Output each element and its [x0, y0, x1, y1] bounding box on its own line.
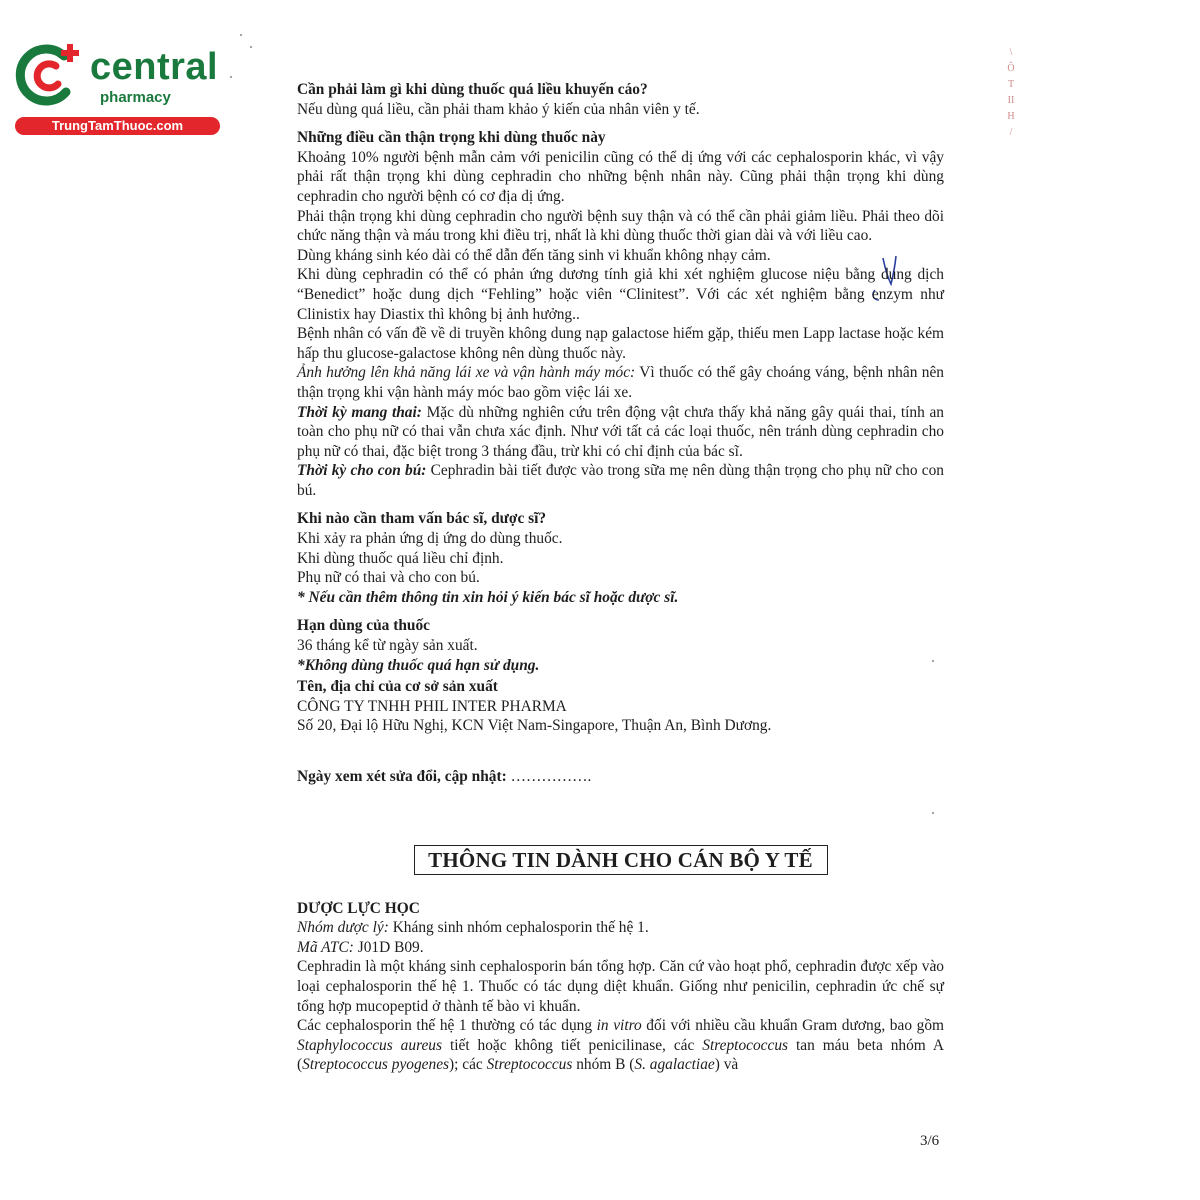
page-number: 3/6	[920, 1133, 940, 1149]
pregnancy-text: Mặc dù những nghiên cứu trên động vật chưa thấy khả năng gây quái thai, tính an toàn cho phụ nữ có thai vẫn chưa xác định. Như với tất cả các loại thuốc, nên tránh dùng cephradin cho phụ nữ có thai, đặc biệt trong 3 tháng đầu, trừ khi có chỉ định của bác sĩ.	[297, 403, 944, 460]
pregnancy-paragraph	[297, 403, 944, 462]
pharmacodynamics-heading: DƯỢC LỰC HỌC	[297, 899, 420, 917]
text-run-italic: Staphylococcus aureus	[297, 1036, 442, 1054]
precautions-paragraph: Dùng kháng sinh kéo dài có thể dẫn đến tăng sinh vi khuẩn không nhạy cảm.	[297, 246, 771, 264]
consult-heading: Khi nào cần tham vấn bác sĩ, dược sĩ?	[297, 510, 547, 528]
margin-stamp	[998, 45, 1024, 205]
central-logo-icon	[12, 40, 88, 112]
shelf-life-note: *Không dùng thuốc quá hạn sử dụng.	[297, 656, 540, 674]
text-run: ) và	[714, 1056, 739, 1074]
precautions-paragraph: Khi dùng cephradin có thể có phản ứng dương tính giả khi xét nghiệm glucose niệu bằng dung dịch “Benedict” hoặc dung dịch “Fehling” hoặc viên “Clinitest”. Với các xét nghiệm bằng enzym như Clinistix hay Diastix thì không bị ảnh hưởng..	[297, 266, 944, 323]
pregnancy-label: Thời kỳ mang thai:	[297, 403, 422, 421]
shelf-life-text: 36 tháng kể từ ngày sản xuất.	[297, 637, 478, 655]
text-run: Các cephalosporin thế hệ 1 thường có tác dụng	[297, 1017, 597, 1035]
consult-note: * Nếu cần thêm thông tin xin hỏi ý kiến bác sĩ hoặc dược sĩ.	[297, 588, 679, 606]
section-title-box: THÔNG TIN DÀNH CHO CÁN BỘ Y TẾ	[414, 845, 828, 875]
review-date-dots: …………….	[506, 768, 592, 785]
text-run: tiết hoặc không tiết penicilinase, các	[442, 1036, 703, 1054]
review-date-label: Ngày xem xét sửa đổi, cập nhật:	[297, 768, 507, 785]
precautions-paragraph: Bệnh nhân có vấn đề về di truyền không dung nạp galactose hiếm gặp, thiếu men Lapp lactase hoặc kém hấp thu glucose-galactose không nên dùng thuốc này.	[297, 325, 944, 362]
overdose-heading: Cần phải làm gì khi dùng thuốc quá liều khuyến cáo?	[297, 81, 648, 98]
pharm-spectrum-paragraph	[297, 1016, 944, 1075]
logo-subtitle: pharmacy	[100, 89, 171, 106]
atc-text: J01D B09.	[353, 938, 424, 956]
logo-brand: central	[90, 46, 219, 88]
stamp-char: II	[1007, 95, 1015, 106]
text-run-italic: in vitro	[596, 1017, 642, 1035]
scan-speck	[250, 46, 252, 48]
scan-speck	[230, 76, 232, 78]
review-date-line	[297, 767, 944, 787]
overdose-text: Nếu dùng quá liều, cần phải tham khảo ý kiến của nhân viên y tế.	[297, 100, 700, 118]
text-run: ); các	[449, 1056, 487, 1074]
central-pharmacy-logo	[10, 40, 219, 140]
manufacturer-address: Số 20, Đại lộ Hữu Nghị, KCN Việt Nam-Singapore, Thuận An, Bình Dương.	[297, 717, 772, 735]
stamp-char: \	[1009, 47, 1013, 58]
consult-item: Khi dùng thuốc quá liều chỉ định.	[297, 549, 504, 567]
text-run-italic: Streptococcus pyogenes	[302, 1056, 450, 1074]
pharm-group-text: Kháng sinh nhóm cephalosporin thế hệ 1.	[388, 919, 649, 937]
pharm-group-label: Nhóm dược lý:	[297, 919, 389, 937]
precautions-heading: Những điều cần thận trọng khi dùng thuốc này	[297, 129, 606, 147]
stamp-char: T	[1007, 79, 1015, 90]
driving-paragraph	[297, 363, 944, 402]
driving-text: Vì thuốc có thể gây choáng váng, bệnh nhân nên thận trọng khi vận hành máy móc bao gồm việc lái xe.	[297, 364, 944, 401]
consult-item: Khi xảy ra phản ứng dị ứng do dùng thuốc.	[297, 530, 563, 548]
stamp-char: Ô	[1007, 63, 1015, 74]
driving-label: Ảnh hưởng lên khả năng lái xe và vận hành máy móc:	[297, 364, 636, 382]
scan-speck	[240, 34, 242, 36]
logo-url: TrungTamThuoc.com	[15, 117, 220, 135]
text-run: tan máu beta nhóm A (	[297, 1036, 944, 1074]
precautions-paragraph: Phải thận trọng khi dùng cephradin cho người bệnh suy thận và có thể cần phải giảm liều. Phải theo dõi chức năng thận và máu trong khi điều trị, nhất là khi dùng thuốc thời gian dài và với liều cao.	[297, 207, 944, 245]
manufacturer-heading: Tên, địa chỉ của cơ sở sản xuất	[297, 678, 498, 696]
lactation-paragraph	[297, 461, 944, 500]
atc-code-line	[297, 938, 944, 958]
consult-item: Phụ nữ có thai và cho con bú.	[297, 569, 480, 587]
pharm-group-line	[297, 918, 944, 938]
text-run-italic: Streptococcus	[486, 1056, 573, 1074]
lactation-label: Thời kỳ cho con bú:	[297, 462, 427, 480]
manufacturer-company: CÔNG TY TNHH PHIL INTER PHARMA	[297, 697, 567, 715]
text-run-italic: S. agalactiae	[634, 1056, 715, 1074]
stamp-char: /	[1009, 127, 1013, 138]
pharm-paragraph: Cephradin là một kháng sinh cephalosporin bán tổng hợp. Căn cứ vào hoạt phổ, cephradin được xếp vào loại cephalosporin thế hệ 1. Thuốc có tác dụng diệt khuẩn. Giống như penicilin, cephradin ức chế sự tổng hợp mucopeptid ở thành tế bào vi khuẩn.	[297, 958, 944, 1015]
lactation-text: Cephradin bài tiết được vào trong sữa mẹ nên dùng thận trọng cho phụ nữ cho con bú.	[297, 462, 944, 499]
text-run-italic: Streptococcus	[702, 1036, 789, 1054]
text-run: đối với nhiều cầu khuẩn Gram dương, bao gồm	[641, 1017, 944, 1035]
shelf-life-heading: Hạn dùng của thuốc	[297, 617, 430, 635]
atc-label: Mã ATC:	[297, 938, 354, 956]
text-run: nhóm B (	[572, 1056, 635, 1074]
stamp-char: H	[1007, 111, 1015, 122]
precautions-paragraph: Khoảng 10% người bệnh mẫn cảm với penicilin cũng có thể dị ứng với các cephalosporin khác, vì vậy phải rất thận trọng khi dùng cephradin cho những bệnh nhân này. Cũng phải thận trọng khi dùng cephradin cho người bệnh có cơ địa dị ứng.	[297, 148, 944, 205]
document-body	[297, 80, 944, 1075]
